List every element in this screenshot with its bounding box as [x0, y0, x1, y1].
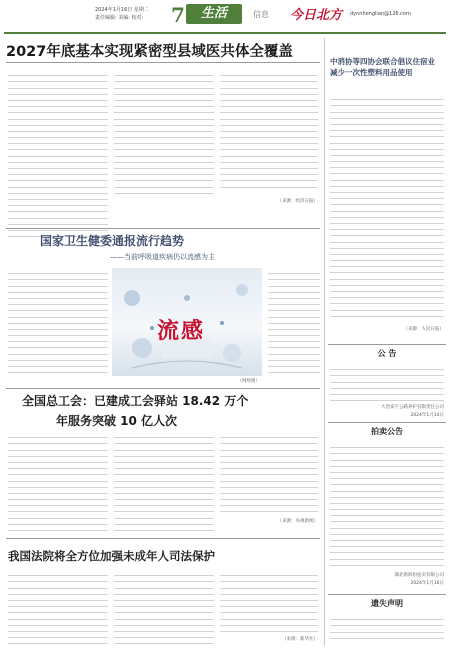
article2-body-col3	[268, 268, 320, 378]
notice3-body	[330, 614, 444, 640]
article2-image-text: 流感	[157, 319, 206, 344]
notice2-body	[330, 442, 444, 568]
article4-body-col1	[8, 570, 108, 646]
section-banner	[186, 4, 242, 24]
notice1-signer: 大冶泰宇公路养护有限责任公司	[381, 405, 444, 410]
article3-headline-line2: 年服务突破 10 亿人次	[56, 414, 178, 428]
notice2-signer: 湖北新海恒拍卖有限公司	[394, 573, 444, 578]
article4-top-rule	[6, 538, 320, 539]
article4-source: （来源：新华社）	[282, 637, 318, 642]
article4-body-col2	[114, 570, 214, 646]
article4-body-col3	[220, 570, 318, 632]
section-title: 生活	[200, 6, 227, 21]
notice1-date: 2024年1月14日	[410, 413, 444, 418]
masthead	[0, 0, 450, 36]
article2-body-col1	[8, 268, 108, 378]
article3-body-col3	[220, 432, 318, 514]
notice1-top-rule	[328, 344, 446, 345]
article1-headline: 2027年底基本实现紧密型县域医共体全覆盖	[6, 44, 293, 60]
section-subtitle: 信息	[253, 10, 269, 19]
article3-body-col2	[114, 432, 214, 532]
article1-body-col1	[8, 70, 108, 242]
notice2-top-rule	[328, 422, 446, 423]
article1-rule	[6, 62, 320, 63]
article2-headline: 国家卫生健委通报流行趋势	[40, 234, 185, 248]
article1-source: （来源：经济日报）	[277, 199, 318, 204]
notice3-top-rule	[328, 594, 446, 595]
article4-headline: 我国法院将全方位加强未成年人司法保护	[8, 549, 215, 563]
page-number: 7	[171, 3, 185, 27]
notice2-title: 拍卖公告	[371, 427, 403, 436]
masthead-rule	[4, 32, 446, 34]
masthead-email: dynnhonglian@126.com	[350, 11, 411, 17]
sidebar-body	[330, 94, 444, 322]
sidebar-headline: 中消协等四协会联合倡议住宿业减少一次性塑料用品使用	[330, 57, 435, 77]
masthead-editor-line: 责任编辑: 美编: 校对:	[95, 15, 144, 21]
article2-image-caption: （网络图）	[237, 379, 260, 384]
article2-image	[112, 268, 262, 376]
masthead-date-line: 2024年1月16日 星期二	[95, 7, 149, 13]
article3-source: （来源：央视新闻）	[277, 519, 318, 524]
notice1-title: 公 告	[377, 349, 397, 358]
article2-top-rule	[6, 228, 320, 229]
article3-body-col1	[8, 432, 108, 532]
notice2-date: 2024年1月16日	[410, 581, 444, 586]
article3-top-rule	[6, 388, 320, 389]
article1-body-col2	[114, 70, 214, 198]
article2-subhead: ——当前呼吸道疾病仍以流感为主	[110, 253, 215, 261]
sidebar-source: （来源：人民日报）	[403, 327, 444, 332]
column-divider	[324, 38, 325, 646]
paper-logo: 今日北方	[290, 8, 343, 23]
notice1-body	[330, 364, 444, 402]
article3-headline-line1: 全国总工会：已建成工会驿站 18.42 万个	[22, 394, 249, 408]
notice3-title: 遗失声明	[371, 599, 403, 608]
article1-body-col3	[220, 70, 318, 192]
